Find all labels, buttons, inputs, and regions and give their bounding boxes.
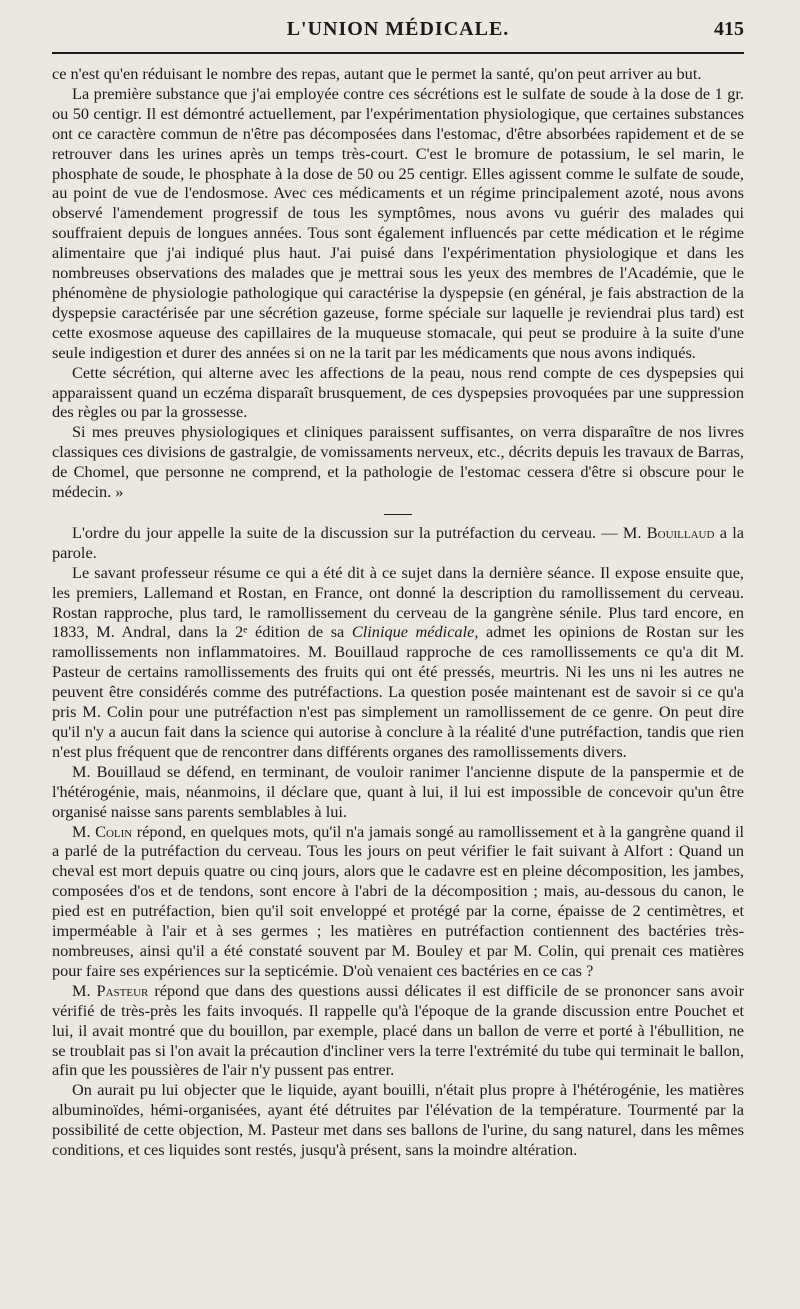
speaker-name: Colin	[95, 821, 133, 841]
resume-text-b: admet les opinions de Rostan sur les ramollissements non inflammatoires. M. Bouillaud rapproche de ces ramollissements ce qu'a dit M. Pasteur de certains ramollissements des fruits qui ont été pressés, meurtris. Ni les uns ni les autres ne peuvent être considérés comme des putréfactions. La question posée maintenant est de savoir si ce qu'a pris M. Colin pour une putréfaction n'est pas simplement un ramollissement de ce genre. On peut dire qu'il n'y a aucun fait dans la science qui autorise à conclure à la réalité d'une putréfaction, tandis que rien n'est plus fréquent que de rencontrer dans différents organes des ramollissements divers.	[52, 622, 745, 761]
ordre-du-jour-text: L'ordre du jour appelle la suite de la discussion sur la putréfaction du cerveau. — M.	[72, 522, 642, 542]
running-title: L'UNION MÉDICALE.	[286, 18, 510, 40]
section-separator	[384, 514, 412, 515]
paragraph-bouillaud-resume	[52, 563, 744, 762]
paragraph-conclusion: Si mes preuves physiologiques et cliniques paraissent suffisantes, on verra disparaître de nos livres classiques ces divisions de gastralgie, de vomissaments nerveux, etc., décrits depuis les travaux de Barras, de Chomel, que personne ne comprend, et la pathologie de l'estomac cessera d'être si obscure pour le médecin. »	[52, 422, 744, 502]
paragraph-colin	[52, 822, 744, 981]
colin-prefix: M.	[72, 821, 91, 841]
resume-text-a: Le savant professeur résume ce qui a été dit à ce sujet dans la dernière séance. Il expose ensuite que, les premiers, Lallemand et Rostan, en France, ont donné la description du ramollissement du cerveau. Rostan rapproche, plus tard, le ramollissement du cerveau de la gangrène sénile. Plus tard encore, en 1833, M. Andral, dans la 2ᵉ édition de sa	[52, 562, 744, 642]
ordre-du-jour-end: a la parole.	[52, 522, 744, 562]
paragraph-continuation: ce n'est qu'en réduisant le nombre des repas, autant que le permet la santé, qu'on peut arriver au but.	[52, 64, 702, 83]
paragraph-bouillaud-defense: M. Bouillaud se défend, en terminant, de vouloir ranimer l'ancienne dispute de la panspermie et de l'hétérogénie, mais, néanmoins, il déclare que, quant à lui, il lui est impossible de concevoir qu'un être organisé naisse sans parents semblables à lui.	[52, 761, 744, 821]
pasteur-prefix: M.	[72, 980, 91, 1000]
journal-page	[0, 8, 800, 1309]
paragraph-secretion-peau: Cette sécrétion, qui alterne avec les affections de la peau, nous rend compte de ces dyspepsies qui apparaissent quand un eczéma disparaît brusquement, de ces dyspepsies provoquées par une suppression des règles ou par la grossesse.	[52, 362, 744, 422]
paragraph-ordre-du-jour	[52, 523, 744, 563]
paragraph-sulfate-soude: La première substance que j'ai employée contre ces sécrétions est le sulfate de soude à la dose de 1 gr. ou 50 centigr. Il est démontré actuellement, par l'expérimentation physiologique, que certaines substances ont ce caractère commun de n'être pas décomposées dans l'estomac, d'être absorbées rapidement et de se retrouver dans les urines après un temps très-court. C'est le bromure de potassium, le sel marin, le phosphate de soude, le phosphate à la dose de 50 ou 25 centigr. Elles agissent comme le sulfate de soude, au point de vue de l'endosmose. Avec ces médicaments et un régime principalement azoté, nous avons observé l'amendement progressif de tous les symptômes, nous avons vu guérir des malades qui souffraient depuis de longues années. Tous sont également influencés par cette médication et le régime alimentaire que j'ai indiqué plus haut. J'ai puisé dans l'expérimentation physiologique et dans les nombreuses observations des malades que je mettrai sous les yeux des membres de l'Académie, que le phénomène de physiologie pathologique qui caractérise la dyspepsie (en général, je fais abstraction de la dyspepsie caractérisée par une sécrétion gazeuse, forme spéciale sur laquelle je reviendrai plus tard) est cette exosmose aqueuse des capillaires de la muqueuse stomacale, qui peut se produire à la suite d'une seule indigestion et durer des années si on ne la tarit par les médicaments que nous avons indiqués.	[52, 83, 744, 362]
paragraph-pasteur	[52, 981, 744, 1081]
page-number: 415	[714, 18, 744, 40]
speaker-name: Bouillaud	[646, 522, 715, 542]
pasteur-text: répond que dans des questions aussi délicates il est difficile de se prononcer sans avoir vérifié de très-près les faits invoqués. Il rappelle qu'à l'époque de la grande discussion entre Pouchet et lui, il avait montré que du bouillon, par exemple, placé dans un ballon de verre et porté à l'ébullition, ne se troublait pas si l'on avait la précaution d'incliner vers la terre l'extrémité du tube qui terminait le ballon, afin que les poussières de l'air n'y pussent pas entrer.	[52, 980, 744, 1080]
speaker-name: Pasteur	[96, 980, 149, 1000]
article-body	[52, 64, 744, 1160]
paragraph-objection: On aurait pu lui objecter que le liquide, ayant bouilli, n'était plus propre à l'hétérogénie, les matières albuminoïdes, hémi-organisées, ayant été détruites par l'élévation de la température. Tourmenté par la possibilité de cette objection, M. Pasteur met dans ses ballons de l'urine, du sang naturel, dans les mêmes conditions, et ces liquides sont restés, jusqu'à présent, sans la moindre altération.	[52, 1080, 744, 1160]
book-title: Clinique médicale,	[351, 622, 479, 642]
page-header	[52, 8, 744, 54]
colin-text: répond, en quelques mots, qu'il n'a jamais songé au ramollissement et à la gangrène quand il a parlé de la putréfaction du cerveau. Tous les jours on peut vérifier le fait suivant à Alfort : Quand un cheval est mort depuis quatre ou cinq jours, alors que le cadavre est en pleine décomposition, les jambes, composées d'os et de tendons, sont encore à l'abri de la décomposition ; mais, au-dessous du canon, le pied est en putréfaction, bien qu'il soit enveloppé et protégé par la corne, épaisse de 2 centimètres, et imperméable à l'air et à ses germes ; les matières en putréfaction contiennent des bactéries très-nombreuses, ainsi qu'il a été constaté souvent par M. Bouley et par M. Colin, qui prenait ces matières pour faire ses expériences sur la septicémie. D'où venaient ces bactéries en ce cas ?	[52, 821, 744, 980]
